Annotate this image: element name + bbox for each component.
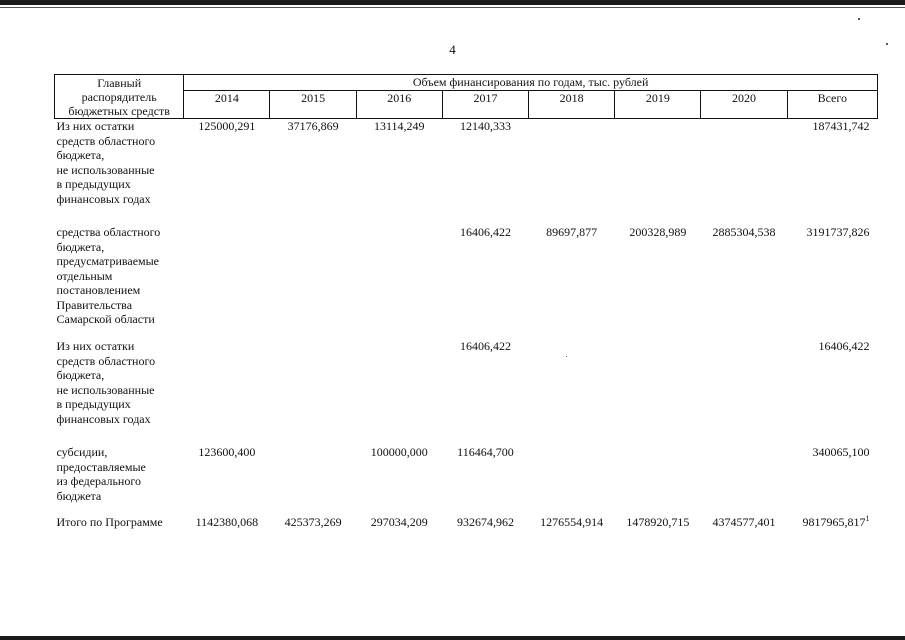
- cell-2016: 297034,209: [370, 515, 428, 529]
- row-label-line: из федерального: [56, 474, 141, 488]
- cell-2019: [615, 119, 701, 220]
- row-label-line: финансовых годах: [56, 191, 151, 206]
- header-year-2015: 2015: [270, 90, 356, 119]
- cell-2014: [184, 219, 270, 333]
- table-row-total: [55, 507, 878, 530]
- cell-2015: [270, 219, 356, 333]
- cell-2016: 100000,000: [370, 445, 428, 459]
- scan-speck: [858, 18, 860, 20]
- cell-2018: [529, 333, 615, 439]
- row-label-line: не использованные: [56, 382, 155, 397]
- cell-2014: 123600,400: [198, 445, 256, 459]
- row-label-line: бюджета,: [56, 148, 105, 162]
- scan-bottom-border: [0, 636, 905, 640]
- cell-2017: 16406,422: [459, 339, 511, 353]
- row-label-line: бюджета: [56, 488, 102, 503]
- row-label-line: предоставляемые: [56, 459, 146, 474]
- header-budget-holder-line: распорядитель: [81, 90, 157, 104]
- row-label-line: Из них остатки: [56, 119, 135, 133]
- cell-2015: 425373,269: [284, 515, 342, 529]
- cell-2016: [356, 219, 442, 333]
- row-label-line: бюджета,: [56, 239, 105, 254]
- cell-2019: [615, 333, 701, 439]
- cell-2017: 116464,700: [457, 445, 514, 459]
- grand-total-value: 9817965,817: [802, 515, 866, 529]
- row-label-line: отдельным: [56, 268, 113, 283]
- row-label-line: Самарской области: [56, 312, 155, 326]
- table-row: [55, 219, 878, 333]
- row-label: [55, 119, 184, 220]
- cell-2018: [529, 439, 615, 507]
- scan-top-border: [0, 0, 905, 5]
- cell-2015: [270, 333, 356, 439]
- row-label-line: Из них остатки: [56, 339, 135, 353]
- scan-top-border-thin: [0, 7, 905, 8]
- cell-2020: [701, 333, 787, 439]
- cell-2016: 13114,249: [373, 119, 425, 133]
- row-label: [55, 219, 184, 333]
- cell-2020: [701, 119, 787, 220]
- row-label-line: бюджета,: [56, 368, 105, 382]
- cell-2014: 125000,291: [198, 119, 256, 133]
- header-year-2018: 2018: [529, 90, 615, 119]
- cell-2018: 89697,877: [546, 225, 598, 239]
- row-label-line: средства областного: [56, 225, 161, 239]
- cell-2017: 932674,962: [456, 515, 514, 529]
- table-row: [55, 439, 878, 507]
- header-year-2019: 2019: [615, 90, 701, 119]
- row-label-line: финансовых годах: [56, 411, 151, 426]
- row-label-line: субсидии,: [56, 445, 108, 459]
- cell-2015: [270, 439, 356, 507]
- cell-2015: 37176,869: [287, 119, 339, 133]
- row-label: [55, 507, 184, 530]
- table-row: [55, 333, 878, 439]
- row-label-line: Итого по Программе: [56, 515, 163, 529]
- row-label-line: постановлением: [56, 283, 141, 297]
- cell-2017: 12140,333: [459, 119, 511, 133]
- header-budget-holder-line: Главный: [97, 76, 142, 90]
- footnote-marker: 1: [865, 514, 870, 523]
- cell-2014: 1142380,068: [195, 515, 259, 529]
- cell-2020: 2885304,538: [712, 225, 776, 239]
- row-label-line: не использованные: [56, 162, 155, 177]
- cell-total: 16406,422: [818, 339, 870, 353]
- cell-2020: [701, 439, 787, 507]
- header-year-2017: 2017: [442, 90, 528, 119]
- header-year-2014: 2014: [184, 90, 270, 119]
- cell-total: 187431,742: [812, 119, 870, 133]
- cell-2020: 4374577,401: [712, 515, 776, 529]
- row-label-line: предусматриваемые: [56, 254, 160, 268]
- row-label-line: Правительства: [56, 297, 133, 312]
- header-year-2020: 2020: [701, 90, 787, 119]
- header-budget-holder-line: бюджетных средств: [68, 104, 170, 118]
- table-row: [55, 119, 878, 220]
- row-label: [55, 333, 184, 439]
- cell-2019: 200328,989: [629, 225, 687, 239]
- row-label-line: средств областного: [56, 353, 156, 368]
- cell-2016: [356, 333, 442, 439]
- row-label-line: в предыдущих: [56, 397, 131, 411]
- row-label: [55, 439, 184, 507]
- financing-table: [54, 74, 878, 530]
- page-number: 4: [449, 42, 456, 57]
- cell-2019: [615, 439, 701, 507]
- row-label-line: средств областного: [56, 133, 156, 148]
- header-year-2016: 2016: [356, 90, 442, 119]
- cell-2017: 16406,422: [459, 225, 511, 239]
- cell-total: 340065,100: [812, 445, 870, 459]
- cell-2019: 1478920,715: [626, 515, 690, 529]
- header-total: Всего: [787, 90, 877, 119]
- header-financing-volume: Объем финансирования по годам, тыс. рублей: [184, 75, 878, 91]
- row-label-line: в предыдущих: [56, 177, 131, 191]
- cell-2014: [184, 333, 270, 439]
- cell-2018: [529, 119, 615, 220]
- cell-total: 3191737,826: [806, 225, 870, 239]
- cell-total: [787, 507, 877, 530]
- cell-2018: 1276554,914: [540, 515, 604, 529]
- header-budget-holder: [55, 75, 184, 119]
